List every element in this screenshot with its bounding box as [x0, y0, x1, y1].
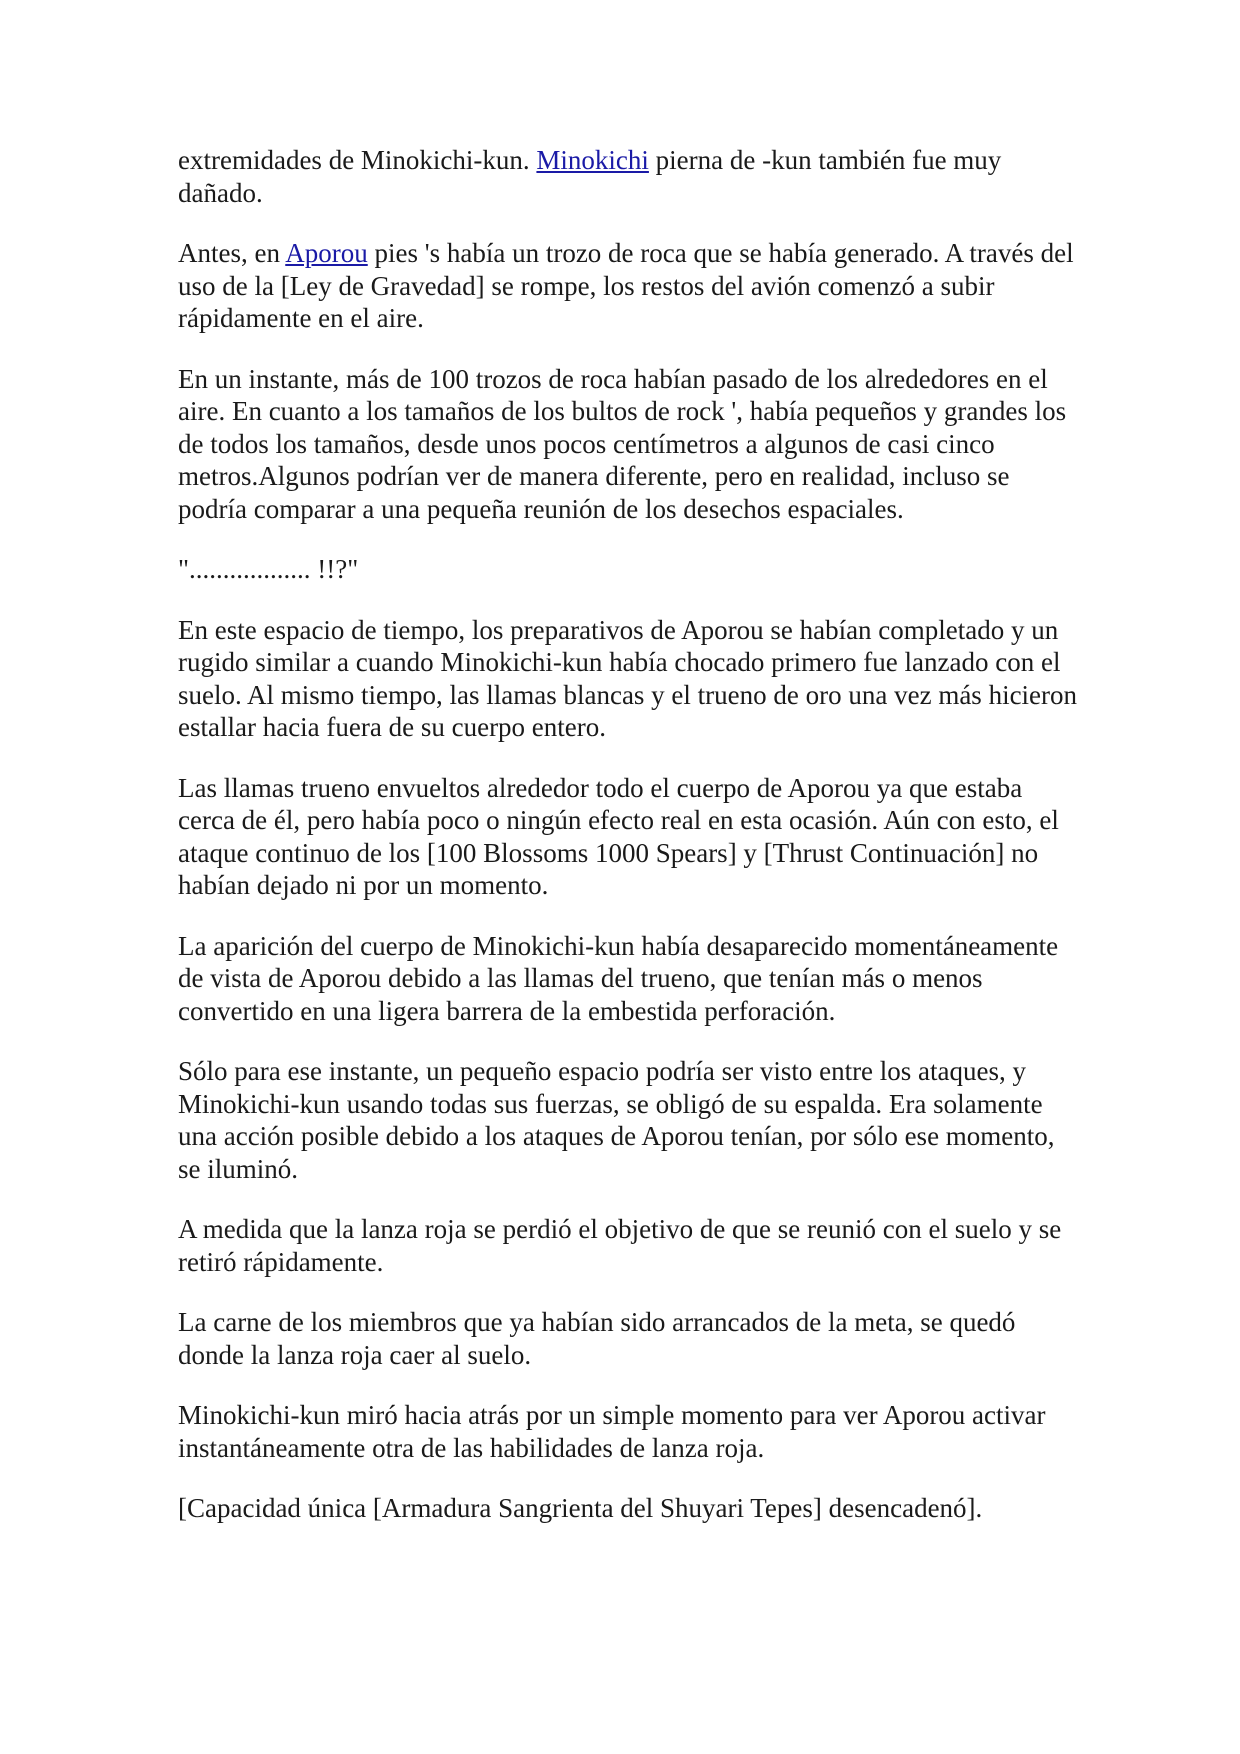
aporou-link[interactable]: Aporou [285, 238, 368, 268]
paragraph-5 [178, 614, 1078, 744]
paragraph-10 [178, 1306, 1078, 1371]
text-segment: [Capacidad única [Armadura Sangrienta del Shuyari Tepes] desencadenó]. [178, 1493, 983, 1523]
text-segment: Antes, en [178, 238, 286, 268]
text-segment: Sólo para ese instante, un pequeño espacio podría ser visto entre los ataques, y Minokichi-kun usando todas sus fuerzas, se obligó de su espalda. Era solamente una acción posible debido a los ataques de Aporou tenían, por sólo ese momento, se iluminó. [178, 1056, 1055, 1184]
text-segment: ".................. !!?" [178, 554, 359, 584]
paragraph-8 [178, 1055, 1078, 1185]
text-segment: Minokichi-kun miró hacia atrás por un simple momento para ver Aporou activar instantáneamente otra de las habilidades de lanza roja. [178, 1400, 1046, 1463]
paragraph-11 [178, 1399, 1078, 1464]
paragraph-6 [178, 772, 1078, 902]
text-segment: Las llamas trueno envueltos alrededor todo el cuerpo de Aporou ya que estaba cerca de él, pero había poco o ningún efecto real en esta ocasión. Aún con esto, el ataque continuo de los [100 Blossoms 1000 Spears] y [Thrust Continuación] no habían dejado ni por un momento. [178, 772, 1059, 900]
paragraph-4 [178, 553, 1078, 586]
minokichi-link[interactable]: Minokichi [536, 145, 649, 175]
text-segment: pierna de -kun también fue muy dañado. [178, 145, 1002, 208]
document-page [178, 144, 1078, 1553]
text-segment: En un instante, más de 100 trozos de roca habían pasado de los alrededores en el aire. En cuanto a los tamaños de los bultos de rock ', había pequeños y grandes los de todos los tamaños, desde unos pocos centímetros a algunos de casi cinco metros.Algunos podrían ver de manera diferente, pero en realidad, incluso se podría comparar a una pequeña reunión de los desechos espaciales. [178, 363, 1067, 524]
text-segment: La aparición del cuerpo de Minokichi-kun había desaparecido momentáneamente de vista de Aporou debido a las llamas del trueno, que tenían más o menos convertido en una ligera barrera de la embestida perforación. [178, 930, 1059, 1026]
text-segment: A medida que la lanza roja se perdió el objetivo de que se reunió con el suelo y se retiró rápidamente. [178, 1214, 1062, 1277]
text-segment: extremidades de Minokichi-kun. [178, 145, 537, 175]
paragraph-9 [178, 1213, 1078, 1278]
paragraph-3 [178, 363, 1078, 526]
paragraph-2 [178, 237, 1078, 335]
paragraph-7 [178, 930, 1078, 1028]
paragraph-1 [178, 144, 1078, 209]
text-segment: pies 's había un trozo de roca que se había generado. A través del uso de la [Ley de Gravedad] se rompe, los restos del avión comenzó a subir rápidamente en el aire. [178, 238, 1074, 333]
text-segment: La carne de los miembros que ya habían sido arrancados de la meta, se quedó donde la lanza roja caer al suelo. [178, 1307, 1016, 1370]
paragraph-12 [178, 1492, 1078, 1525]
text-segment: En este espacio de tiempo, los preparativos de Aporou se habían completado y un rugido similar a cuando Minokichi-kun había chocado primero fue lanzado con el suelo. Al mismo tiempo, las llamas blancas y el trueno de oro una vez más hicieron estallar hacia fuera de su cuerpo entero. [178, 614, 1078, 742]
